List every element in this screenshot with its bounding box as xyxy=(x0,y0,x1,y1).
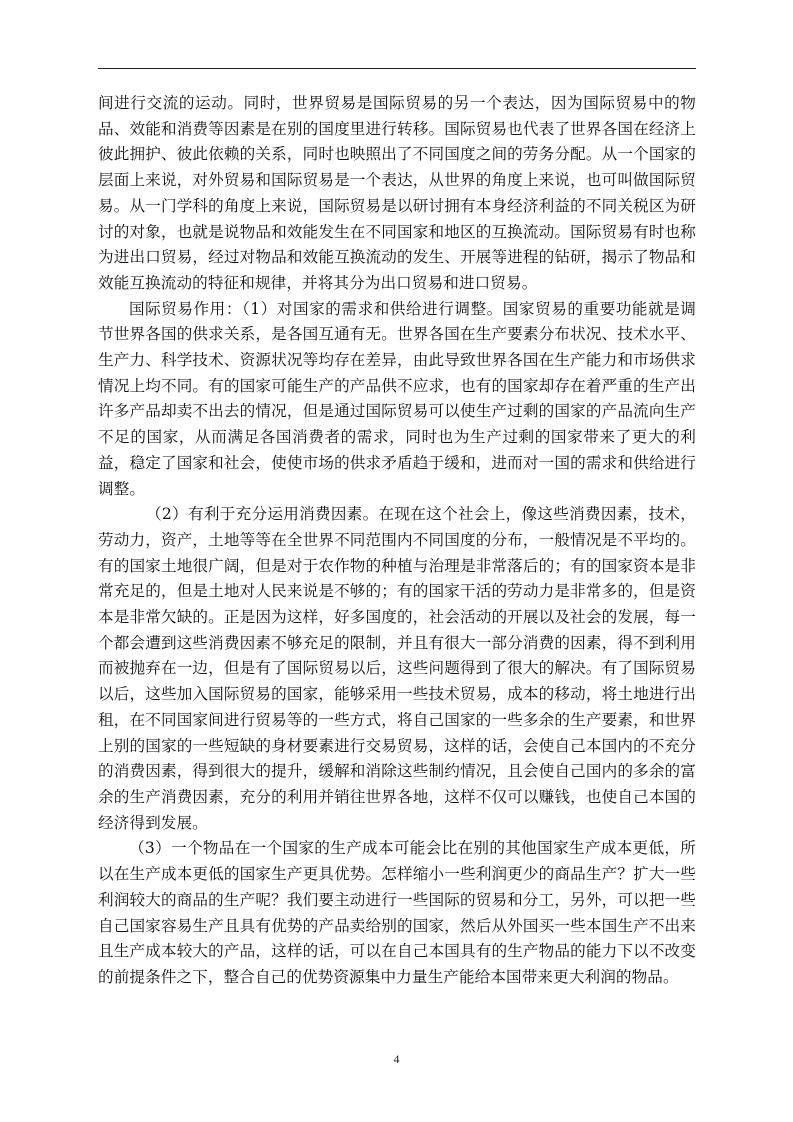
body-paragraph-2: 国际贸易作用：（1）对国家的需求和供给进行调整。国家贸易的重要功能就是调节世界各国的供求关系，是各国互通有无。世界各国在生产要素分布状况、技术水平、生产力、科学技术、资源状况等均存在差异，由此导致世界各国在生产能力和市场供求情况上均不同。有的国家可能生产的产品供不应求，也有的国家却存在着严重的生产出许多产品却卖不出去的情况，但是通过国际贸易可以使生产过剩的国家的产品流向生产不足的国家，从而满足各国消费者的需求，同时也为生产过剩的国家带来了更大的利益，稳定了国家和社会，使使市场的供求矛盾趋于缓和，进而对一国的需求和供给进行调整。 xyxy=(98,299,696,498)
body-paragraph-3: （2）有利于充分运用消费因素。在现在这个社会上，像这些消费因素，技术，劳动力，资产，土地等等在全世界不同范围内不同国度的分布，一般情况是不平均的。有的国家土地很广阔，但是对于农作物的种植与治理是非常落后的；有的国家资本是非常充足的，但是土地对人民来说是不够的；有的国家干活的劳动力是非常多的，但是资本是非常欠缺的。正是因为这样，好多国度的，社会活动的开展以及社会的发展，每一个都会遭到这些消费因素不够充足的限制，并且有很大一部分消费的因素，得不到利用而被抛弃在一边，但是有了国际贸易以后，这些问题得到了很大的解决。有了国际贸易以后，这些加入国际贸易的国家，能够采用一些技术贸易，成本的移动，将土地进行出租，在不同国家间进行贸易等的一些方式，将自己国家的一些多余的生产要素，和世界上别的国家的一些短缺的身材要素进行交易贸易，这样的话，会使自己本国内的不充分的消费因素，得到很大的提升，缓解和消除这些制约情况，且会使自己国内的多余的富余的生产消费因素，充分的利用并销往世界各地，这样不仅可以赚钱，也使自己本国的经济得到发展。 xyxy=(98,505,696,832)
body-paragraph-1: 间进行交流的运动。同时，世界贸易是国际贸易的另一个表达，因为国际贸易中的物品、效能和消费等因素是在别的国度里进行转移。国际贸易也代表了世界各国在经济上彼此拥护、彼此依赖的关系，同时也映照出了不同国度之间的劳务分配。从一个国家的层面上来说，对外贸易和国际贸易是一个表达，从世界的角度上来说，也可叫做国际贸易。从一门学科的角度上来说，国际贸易是以研讨拥有本身经济利益的不同关税区为研讨的对象，也就是说物品和效能发生在不同国家和地区的互换流动。国际贸易有时也称为进出口贸易，经过对物品和效能互换流动的发生、开展等进程的钻研，揭示了物品和效能互换流动的特征和规律，并将其分为出口贸易和进口贸易。 xyxy=(98,94,696,292)
body-paragraph-4: （3）一个物品在一个国家的生产成本可能会比在别的其他国家生产成本更低，所以在生产成本更低的国家生产更具优势。怎样缩小一些利润更少的商品生产？扩大一些利润较大的商品的生产呢？我们要主动进行一些国际的贸易和分工，另外，可以把一些自己国家容易生产且具有优势的产品卖给别的国家，然后从外国买一些本国生产不出来且生产成本较大的产品，这样的话，可以在自己本国具有的生产物品的能力下以不改变的前提条件之下，整合自己的优势资源集中力量生产能给本国带来更大利润的物品。 xyxy=(98,839,696,986)
page-number: 4 xyxy=(393,1052,400,1066)
header-rule xyxy=(98,68,696,69)
document-body xyxy=(98,91,696,991)
